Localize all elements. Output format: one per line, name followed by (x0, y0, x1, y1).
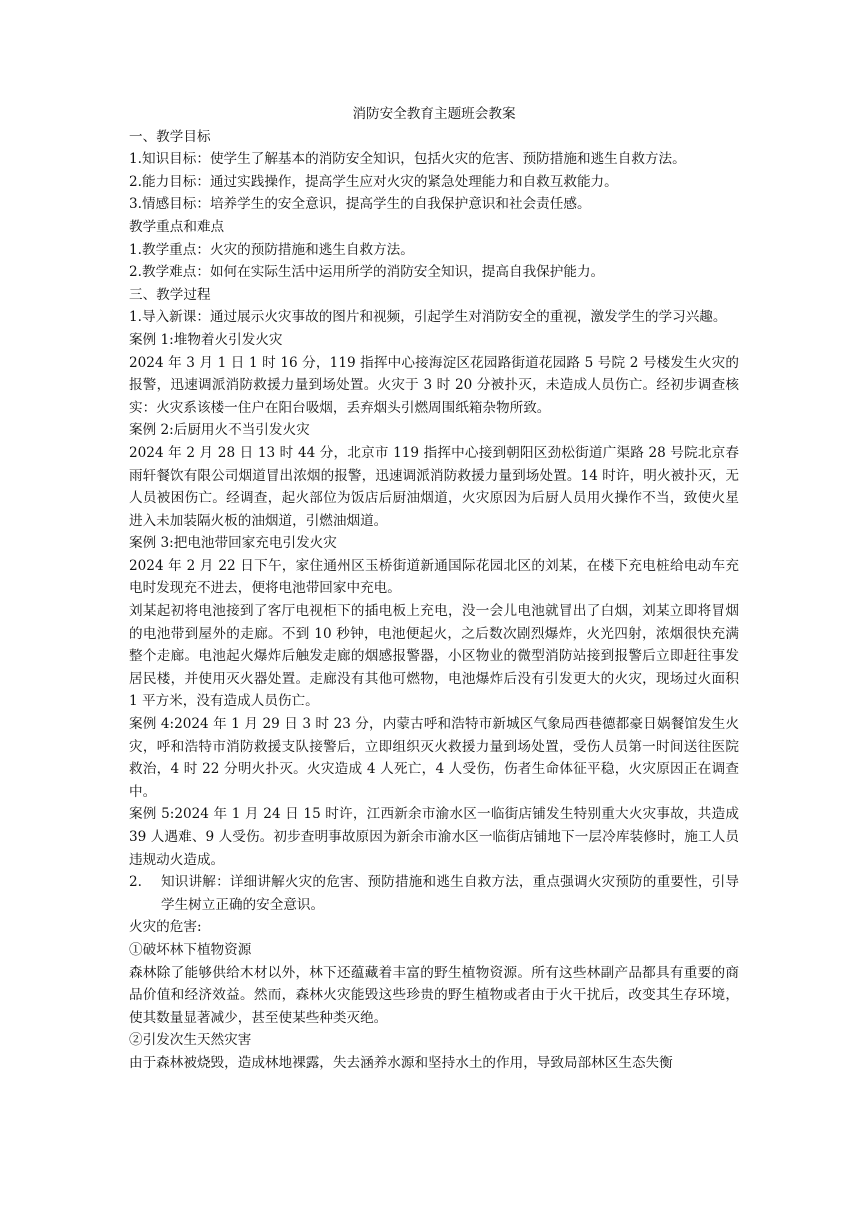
paragraph: 1.导入新课：通过展示火灾事故的图片和视频，引起学生对消防安全的重视，激发学生的学习兴趣。 (129, 309, 727, 326)
subheading: ①破坏林下植物资源 (129, 941, 252, 958)
paragraph: 2.教学难点：如何在实际生活中运用所学的消防安全知识，提高自我保护能力。 (129, 264, 605, 281)
section-heading: 三、教学过程 (129, 286, 211, 303)
paragraph: 案例 5:2024 年 1 月 24 日 15 时许，江西新余市渝水区一临街店铺发生特别重大火灾事故，共造成 39 人遇难、9 人受伤。初步查明事故原因为新余市渝水区一临街店铺地下一层冷库装修时，施工人员违规动火造成。 (129, 806, 739, 868)
item-text: 知识讲解：详细讲解火灾的危害、预防措施和逃生自救方法，重点强调火灾预防的重要性，引导学生树立正确的安全意识。 (161, 874, 739, 913)
subheading: 火灾的危害: (129, 919, 202, 936)
paragraph: 2024 年 2 月 22 日下午，家住通州区玉桥街道新通国际花园北区的刘某，在楼下充电桩给电动车充电时发现充不进去，便将电池带回家中充电。 (129, 557, 739, 597)
document-body (129, 103, 739, 1075)
paragraph: 森林除了能够供给木材以外，林下还蕴藏着丰富的野生植物资源。所有这些林副产品都具有重要的商品价值和经济效益。然而，森林火灾能毁这些珍贵的野生植物或者由于火干扰后，改变其生存环境，使其数量显著减少，甚至使某些种类灭绝。 (129, 964, 739, 1026)
numbered-item (129, 871, 739, 916)
paragraph: 2024 年 2 月 28 日 13 时 44 分，北京市 119 指挥中心接到朝阳区劲松街道广渠路 28 号院北京春雨轩餐饮有限公司烟道冒出浓烟的报警，迅速调派消防救援力量到场处置。14 时许，明火被扑灭，无人员被困伤亡。经调查，起火部位为饭店后厨油烟道，火灾原因为后厨人员用火操作不当，致使火星进入未加装隔火板的油烟道，引燃油烟道。 (129, 444, 739, 529)
section-heading: 一、教学目标 (129, 128, 211, 145)
paragraph: 3.情感目标：培养学生的安全意识，提高学生的自我保护意识和社会责任感。 (129, 196, 591, 213)
paragraph: 刘某起初将电池接到了客厅电视柜下的插电板上充电，没一会儿电池就冒出了白烟，刘某立即将冒烟的电池带到屋外的走廊。不到 10 秒钟，电池便起火，之后数次剧烈爆炸，火光四射，浓烟很快充满整个走廊。电池起火爆炸后触发走廊的烟感报警器，小区物业的微型消防站接到报警后立即赶往事发居民楼，并使用灭火器处置。走廊没有其他可燃物，电池爆炸后没有引发更大的火灾，现场过火面积 1 平方米，没有造成人员伤亡。 (129, 603, 739, 710)
paragraph: 案例 4:2024 年 1 月 29 日 3 时 23 分，内蒙古呼和浩特市新城区气象局西巷德都豪日娲餐馆发生火灾，呼和浩特市消防救援支队接警后，立即组织灭火救援力量到场处置，受伤人员第一时间送往医院救治，4 时 22 分明火扑灭。火灾造成 4 人死亡，4 人受伤，伤者生命体征平稳，火灾原因正在调查中。 (129, 716, 739, 800)
section-heading: 教学重点和难点 (129, 218, 225, 235)
item-number: 2. (129, 874, 142, 891)
paragraph: 2024 年 3 月 1 日 1 时 16 分，119 指挥中心接海淀区花园路街道花园路 5 号院 2 号楼发生火灾的报警，迅速调派消防救援力量到场处置。火灾于 3 时 20 分被扑灭，未造成人员伤亡。经初步调查核实：火灾系该楼一住户在阳台吸烟，丢弃烟头引燃周围纸箱杂物所致。 (129, 354, 739, 416)
paragraph: 1.教学重点：火灾的预防措施和逃生自救方法。 (129, 241, 414, 258)
case-title: 案例 3:把电池带回家充电引发火灾 (129, 535, 337, 552)
paragraph: 2.能力目标：通过实践操作，提高学生应对火灾的紧急处理能力和自救互救能力。 (129, 173, 618, 190)
case-title: 案例 1:堆物着火引发火灾 (129, 331, 283, 348)
case-title: 案例 2:后厨用火不当引发火灾 (129, 422, 310, 439)
paragraph: 由于森林被烧毁，造成林地裸露，失去涵养水源和坚持水土的作用，导致局部林区生态失衡 (129, 1054, 673, 1071)
page-title: 消防安全教育主题班会教案 (352, 106, 516, 122)
paragraph: 1.知识目标：使学生了解基本的消防安全知识，包括火灾的危害、预防措施和逃生自救方法。 (129, 151, 686, 168)
subheading: ②引发次生天然灾害 (129, 1032, 252, 1049)
